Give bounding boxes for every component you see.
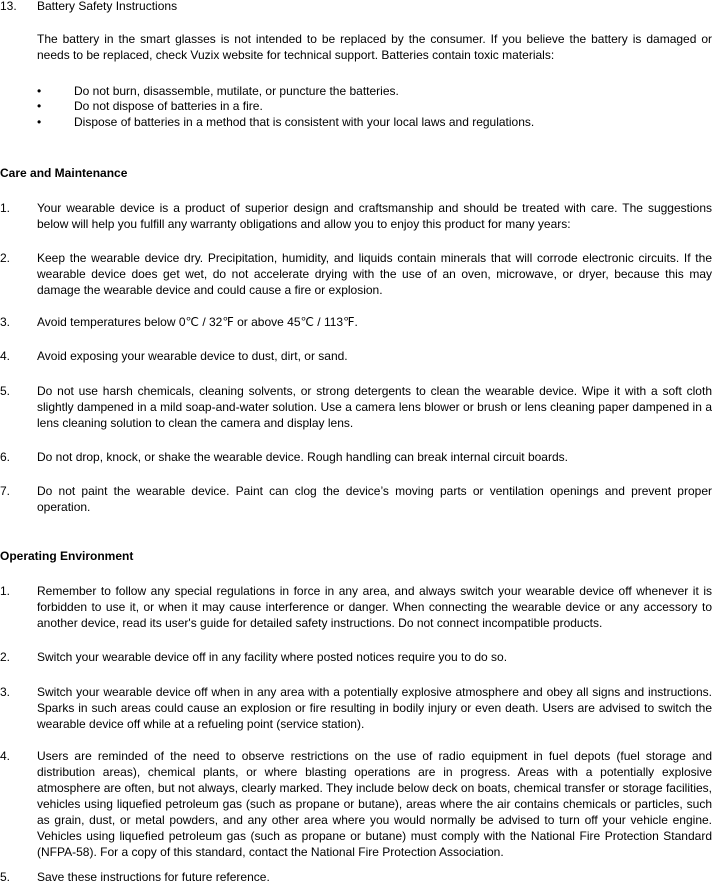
bullet-icon: • <box>37 99 42 113</box>
item-text: Switch your wearable device off when in any area with a potentially explosive atmosphere and obey all signs and instructions. Sparks in such areas could cause an explosion or fire resulting in bodily injury or even death. Users are advised to switch the wearable device off while at a refueling point (service station). <box>37 685 712 731</box>
section-number: 13. <box>0 0 17 13</box>
operating-item <box>0 869 712 885</box>
battery-bullet-item <box>0 83 712 99</box>
care-item <box>0 250 712 298</box>
item-text: Do not paint the wearable device. Paint can clog the device’s moving parts or ventilation openings and prevent proper operation. <box>37 484 712 514</box>
bullet-text: Dispose of batteries in a method that is consistent with your local laws and regulations. <box>74 115 535 129</box>
item-number: 6. <box>0 450 11 464</box>
care-item <box>0 348 712 364</box>
operating-heading: Operating Environment <box>0 549 134 563</box>
item-text: Do not drop, knock, or shake the wearable device. Rough handling can break internal circuit boards. <box>37 450 568 464</box>
item-number: 1. <box>0 201 11 215</box>
item-number: 1. <box>0 584 11 598</box>
battery-intro-paragraph <box>0 31 712 63</box>
operating-item <box>0 748 712 860</box>
item-text: Keep the wearable device dry. Precipitation, humidity, and liquids contain minerals that will corrode electronic circuits. If the wearable device does get wet, do not accelerate drying with the use of an oven, microwave, or dryer, because this may damage the wearable device and could cause a fire or explosion. <box>37 251 712 297</box>
operating-item <box>0 649 712 665</box>
care-item <box>0 314 712 330</box>
bullet-icon: • <box>37 115 42 129</box>
item-number: 7. <box>0 484 11 498</box>
bullet-icon: • <box>37 84 42 98</box>
item-text: Save these instructions for future reference. <box>37 870 270 884</box>
item-number: 5. <box>0 384 11 398</box>
item-text: Users are reminded of the need to observe restrictions on the use of radio equipment in fuel depots (fuel storage and distribution areas), chemical plants, or where blasting operations are in progress. Areas with a potentially explosive atmosphere are often, but not always, clearly marked. They include below deck on boats, chemical transfer or storage facilities, vehicles using liquefied petroleum gas (such as propane or butane), areas where the air contains chemicals or particles, such as grain, dust, or metal powders, and any other area where you would normally be advised to turn off your vehicle engine. Vehicles using liquefied petroleum gas (such as propane or butane) must comply with the National Fire Protection Standard (NFPA-58). For a copy of this standard, contact the National Fire Protection Association. <box>37 749 712 859</box>
battery-title-row <box>0 0 712 14</box>
item-text: Switch your wearable device off in any facility where posted notices require you to do so. <box>37 650 508 664</box>
item-text: Avoid temperatures below 0℃ / 32℉ or above 45℃ / 113℉. <box>37 315 358 329</box>
bullet-text: Do not burn, disassemble, mutilate, or puncture the batteries. <box>74 84 399 98</box>
item-number: 5. <box>0 870 11 884</box>
battery-intro: The battery in the smart glasses is not intended to be replaced by the consumer. If you believe the battery is damaged or needs to be replaced, check Vuzix website for technical support. Batteries contain toxic materials: <box>37 32 712 62</box>
care-item <box>0 483 712 515</box>
battery-title: Battery Safety Instructions <box>37 0 178 13</box>
care-item <box>0 383 712 431</box>
item-number: 2. <box>0 650 11 664</box>
item-number: 3. <box>0 315 11 329</box>
battery-bullet-item <box>0 114 712 130</box>
care-item <box>0 200 712 232</box>
item-text: Your wearable device is a product of superior design and craftsmanship and should be treated with care. The suggestions below will help you fulfill any warranty obligations and allow you to enjoy this product for many years: <box>37 201 712 231</box>
item-number: 3. <box>0 685 11 699</box>
item-text: Do not use harsh chemicals, cleaning solvents, or strong detergents to clean the wearable device. Wipe it with a soft cloth slightly dampened in a mild soap-and-water solution. Use a camera lens blower or brush or lens cleaning paper dampened in a lens cleaning solution to clean the camera and display lens. <box>37 384 712 430</box>
battery-bullet-item <box>0 98 712 114</box>
item-text: Remember to follow any special regulations in force in any area, and always switch your wearable device off whenever it is forbidden to use it, or when it may cause interference or danger. When connecting the wearable device or any accessory to another device, read its user's guide for detailed safety instructions. Do not connect incompatible products. <box>37 584 712 630</box>
item-number: 2. <box>0 251 11 265</box>
operating-item <box>0 684 712 732</box>
item-number: 4. <box>0 349 11 363</box>
operating-item <box>0 583 712 631</box>
item-number: 4. <box>0 749 11 763</box>
care-heading: Care and Maintenance <box>0 166 128 180</box>
bullet-text: Do not dispose of batteries in a fire. <box>74 99 263 113</box>
item-text: Avoid exposing your wearable device to dust, dirt, or sand. <box>37 349 348 363</box>
care-item <box>0 449 712 465</box>
